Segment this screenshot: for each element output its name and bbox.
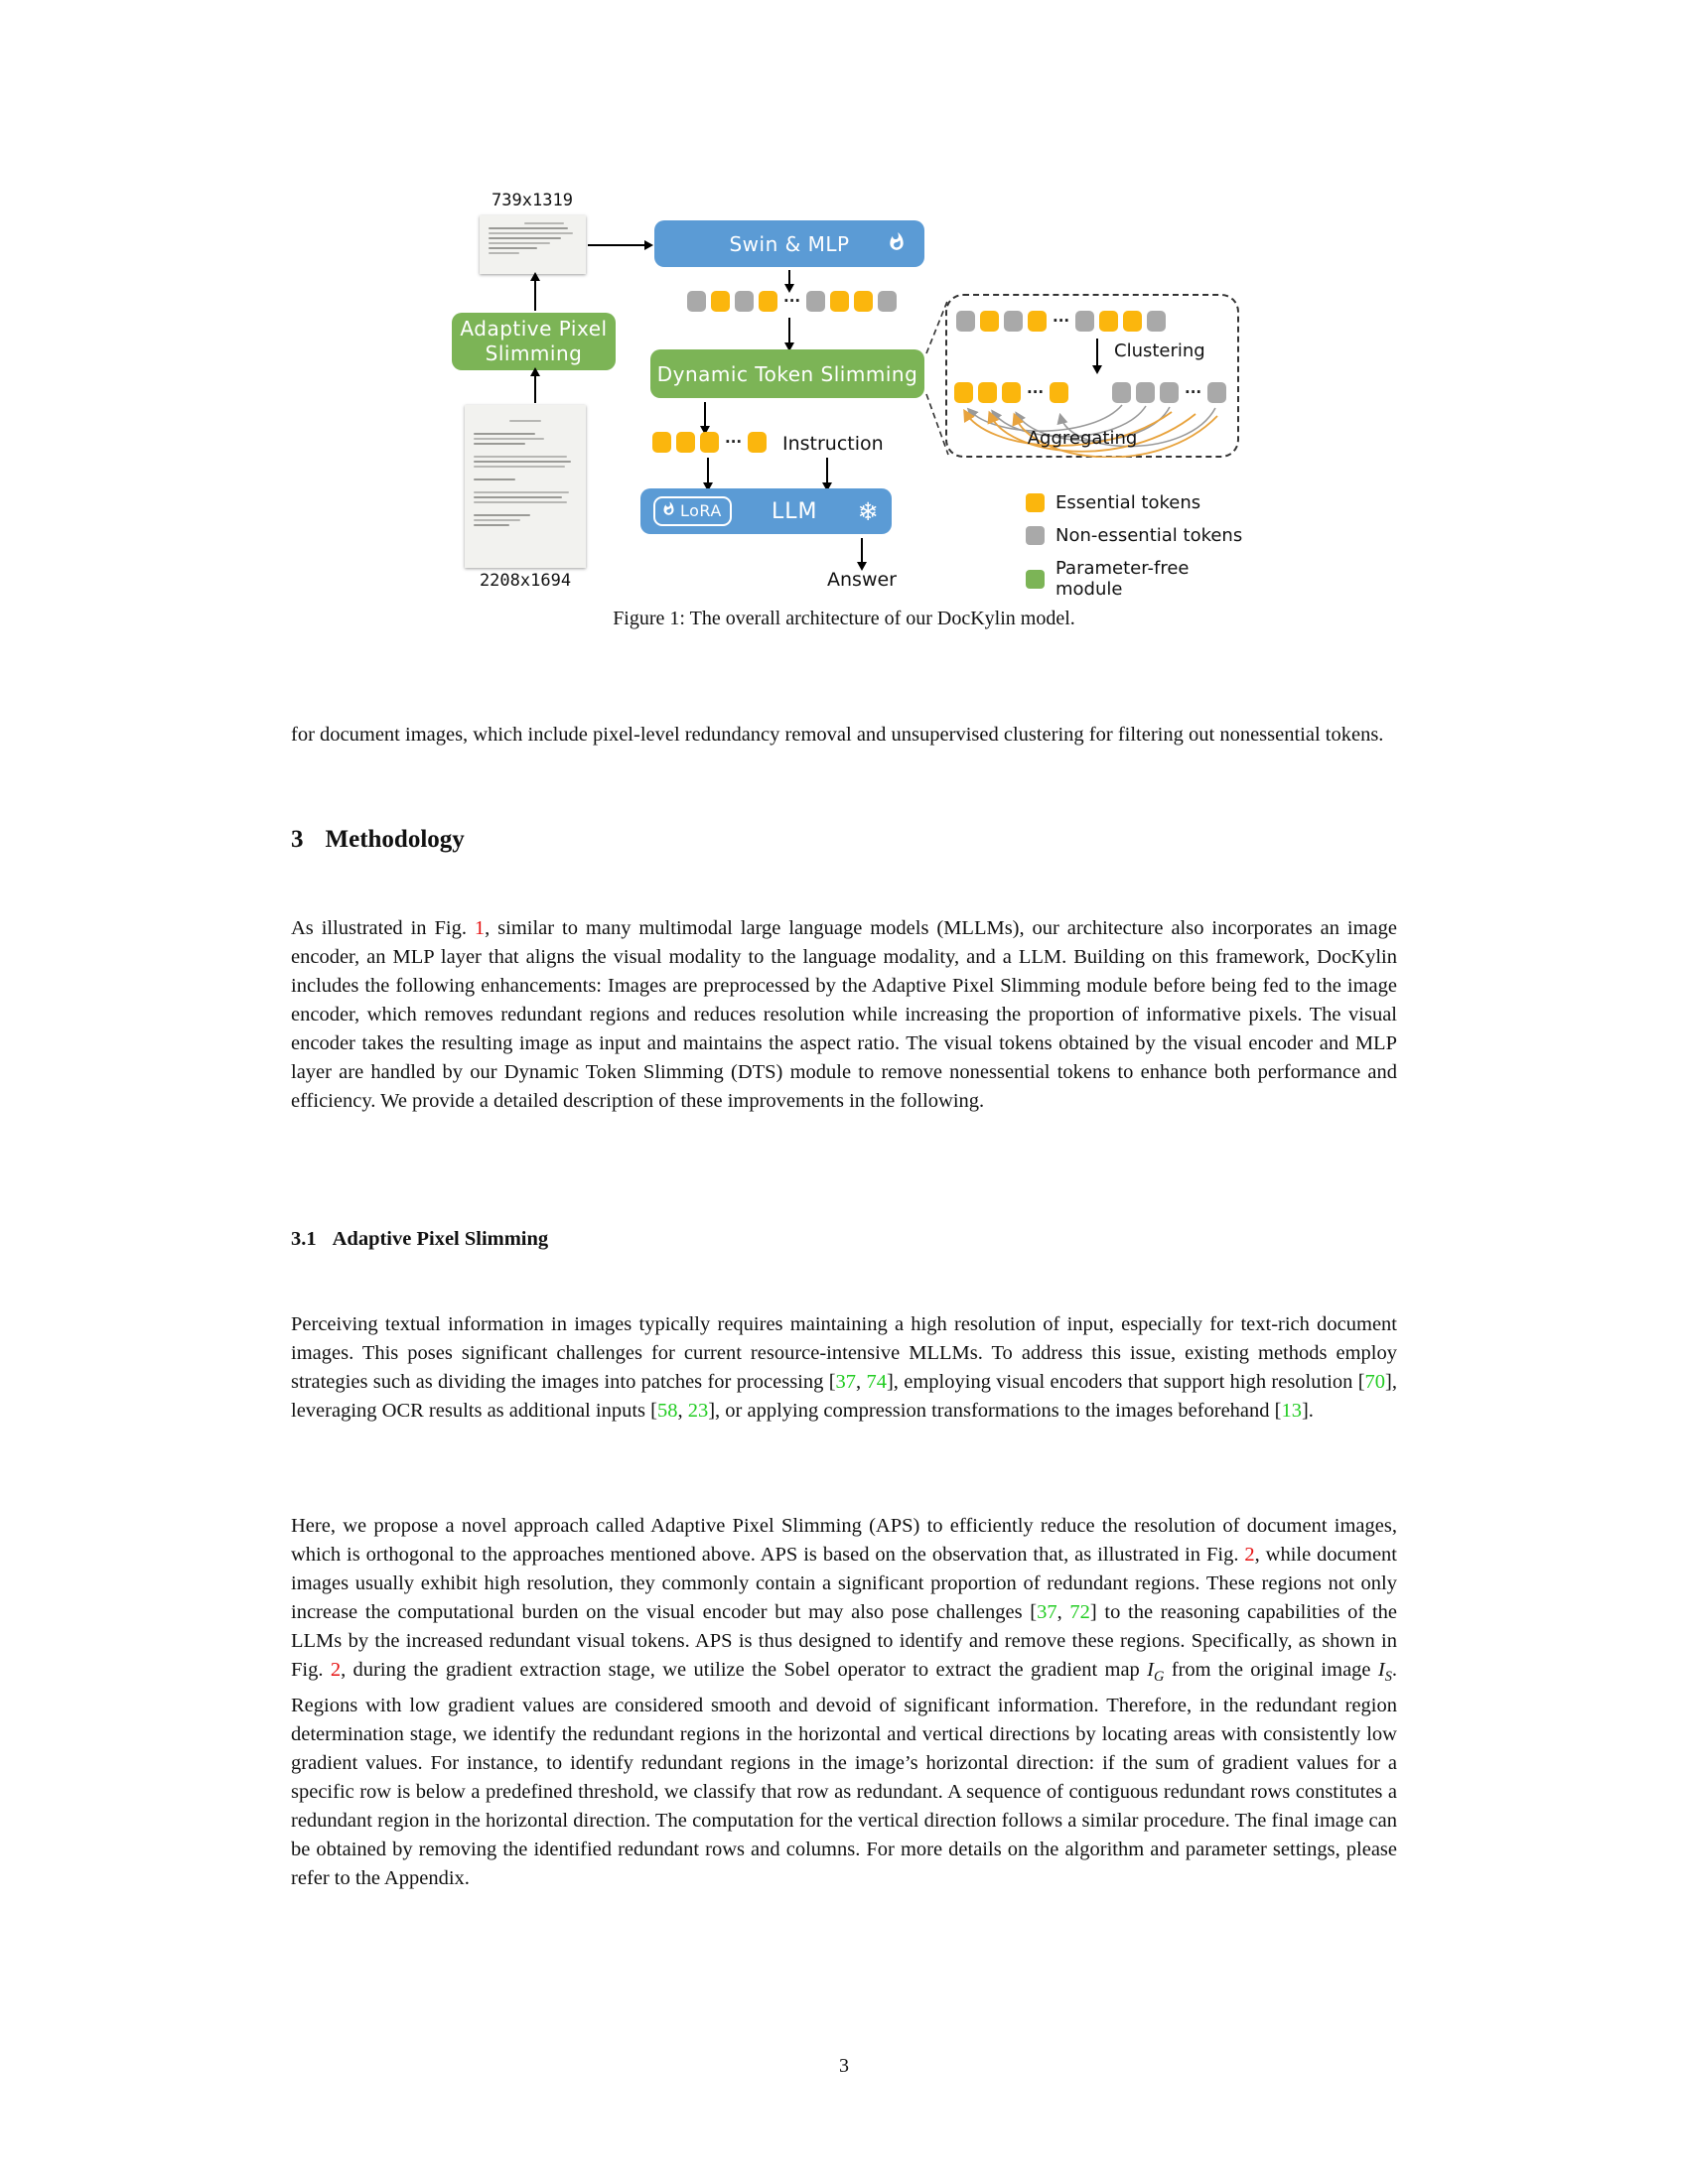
legend-label: Parameter-free module: [1055, 558, 1190, 600]
llm-box: [640, 488, 892, 534]
body-text: ] to the reasoning capabilities of the LLMs by the increased redundant visual tokens. APS is thus designed to identify and remove these regions. Specifically, as shown in Fig.: [291, 1600, 1397, 1681]
body-text: ,: [677, 1399, 688, 1422]
ellipsis: ···: [1053, 312, 1070, 330]
essential-token: [652, 432, 671, 453]
legend-item-parameter-free: [1026, 558, 1261, 600]
slimmed-document-thumbnail: [480, 215, 586, 274]
body-text: ], or applying compression transformations to the images beforehand [: [708, 1399, 1282, 1422]
adaptive-pixel-slimming-box: [452, 313, 616, 370]
aps-paragraph-1: [291, 1310, 1397, 1426]
arrow-aps-to-image: [534, 280, 536, 311]
dts-token-row: [652, 432, 767, 453]
essential-token: [700, 432, 719, 453]
citation-link[interactable]: 13: [1281, 1399, 1302, 1422]
arrow-llm-to-answer: [861, 538, 863, 563]
ellipsis: ···: [725, 433, 743, 451]
arrow-image-to-encoder: [588, 244, 645, 246]
arrow-clustering: [1096, 339, 1098, 366]
body-text: ,: [1056, 1600, 1070, 1623]
intro-paragraph-fragment: for document images, which include pixel-level redundancy removal and unsupervised clustering for filtering out nonessential tokens.: [291, 723, 1384, 746]
essential-token: [759, 291, 777, 312]
subsection-number: 3.1: [291, 1228, 317, 1250]
snowflake-icon: ❄: [857, 496, 879, 526]
nonessential-token: [806, 291, 825, 312]
citation-link[interactable]: 58: [656, 1399, 678, 1422]
arrow-encoder-to-tokens: [788, 270, 790, 285]
llm-label: LLM: [771, 498, 818, 524]
figure-1-caption: Figure 1: The overall architecture of our DocKylin model.: [613, 608, 1075, 629]
encoder-token-row: [687, 291, 897, 312]
body-text: ,: [856, 1370, 867, 1393]
flame-icon: [887, 230, 907, 257]
cluster-input-token-row: [956, 311, 1166, 332]
essential-token: [748, 432, 767, 453]
body-text: , during the gradient extraction stage, we utilize the Sobel operator to extract the gradient map: [341, 1658, 1148, 1681]
lora-badge: [653, 496, 732, 526]
essential-token: [1099, 311, 1118, 332]
essential-token: [854, 291, 873, 312]
essential-token: [980, 311, 999, 332]
essential-token: [1050, 382, 1068, 403]
arrow-tokens-to-dts: [788, 318, 790, 343]
citation-link[interactable]: 37: [1037, 1600, 1057, 1623]
legend-label: Non-essential tokens: [1055, 525, 1243, 546]
body-text: ], leveraging OCR results as additional inputs [: [291, 1370, 1397, 1422]
cluster-nonessential-token-row: [1112, 382, 1226, 403]
legend-label: Essential tokens: [1055, 492, 1201, 513]
nonessential-token: [1147, 311, 1166, 332]
citation-link[interactable]: 74: [866, 1370, 887, 1393]
nonessential-token: [1004, 311, 1023, 332]
body-text: ], employing visual encoders that support high resolution [: [886, 1370, 1365, 1393]
methodology-paragraph: [291, 914, 1397, 1116]
swin-mlp-box: [654, 220, 924, 267]
ellipsis: ···: [783, 292, 801, 310]
subsection-heading-aps: [291, 1228, 548, 1251]
body-text: ].: [1301, 1399, 1314, 1422]
citation-link[interactable]: 37: [835, 1370, 857, 1393]
section-heading-methodology: [291, 826, 465, 854]
body-text: As illustrated in Fig.: [291, 916, 475, 939]
subsection-title: Adaptive Pixel Slimming: [332, 1228, 549, 1250]
section-number: 3: [291, 826, 304, 853]
clustering-label: Clustering: [1114, 341, 1205, 361]
instruction-label: Instruction: [782, 433, 884, 455]
math-symbol: $I_G$: [1147, 1658, 1165, 1685]
arrow-original-to-aps: [534, 375, 536, 403]
essential-token: [1028, 311, 1047, 332]
cluster-essential-token-row: [954, 382, 1068, 403]
dynamic-token-slimming-box: [650, 349, 924, 398]
essential-token: [1123, 311, 1142, 332]
nonessential-token: [1075, 311, 1094, 332]
swin-mlp-label: Swin & MLP: [729, 231, 850, 256]
aps-label-line1: Adaptive Pixel: [460, 317, 608, 341]
citation-link[interactable]: 70: [1364, 1370, 1386, 1393]
body-text: Perceiving textual information in images typically requires maintaining a high resolution of input, especially for text-rich document images. This poses significant challenges for current resource-intensive MLLMs. To address this issue, existing methods employ strategies such as dividing the images into patches for processing [: [291, 1312, 1397, 1393]
figure-ref-link[interactable]: 2: [330, 1658, 342, 1681]
essential-token-swatch: [1026, 493, 1045, 512]
body-text: from the original image: [1164, 1658, 1378, 1681]
nonessential-token: [878, 291, 897, 312]
nonessential-token: [1112, 382, 1131, 403]
math-symbol: $I_S$: [1377, 1658, 1392, 1685]
nonessential-token: [687, 291, 706, 312]
arrow-tokens-to-llm: [707, 458, 709, 483]
essential-token: [1002, 382, 1021, 403]
answer-label: Answer: [827, 569, 897, 591]
original-document-thumbnail: [465, 405, 586, 568]
essential-token: [711, 291, 730, 312]
small-image-dimensions-label: 739x1319: [492, 191, 573, 210]
flame-icon: [661, 500, 676, 521]
essential-token: [830, 291, 849, 312]
aps-paragraph-2: [291, 1512, 1397, 1893]
figure-1-diagram: [417, 129, 1261, 606]
body-text: , while document images usually exhibit high resolution, they commonly contain a significant proportion of redundant regions. These regions not only increase the computational burden on the visual encoder but may also pose challenges [: [291, 1543, 1397, 1623]
parameter-free-swatch: [1026, 570, 1045, 589]
nonessential-token: [735, 291, 754, 312]
body-text: . Regions with low gradient values are considered smooth and devoid of significant information. Therefore, in the redundant region determination stage, we identify the redundant regions in the horizontal and vertical directions by locating areas with consistently low gradient values. For instance, to identify redundant regions in the image’s horizontal direction: if the sum of gradient values for a specific row is below a predefined threshold, we classify that row as redundant. A sequence of contiguous redundant rows constitutes a redundant region in the horizontal direction. The computation for the vertical direction follows a similar procedure. The final image can be obtained by removing the identified redundant rows and columns. For more details on the algorithm and parameter settings, please refer to the Appendix.: [291, 1658, 1397, 1889]
body-text: Here, we propose a novel approach called Adaptive Pixel Slimming (APS) to efficiently reduce the resolution of document images, which is orthogonal to the approaches mentioned above. APS is based on the observation that, as illustrated in Fig.: [291, 1514, 1397, 1566]
figure-ref-link[interactable]: 2: [1244, 1543, 1255, 1566]
large-image-dimensions-label: 2208x1694: [479, 571, 572, 591]
legend-item-nonessential: [1026, 525, 1242, 546]
ellipsis: ···: [1185, 383, 1202, 401]
aggregating-label: Aggregating: [1027, 428, 1138, 449]
nonessential-token: [1207, 382, 1226, 403]
nonessential-token-swatch: [1026, 526, 1045, 545]
aps-label-line2: Slimming: [485, 341, 583, 365]
arrow-dts-to-tokens: [704, 402, 706, 427]
legend-item-essential: [1026, 492, 1200, 513]
citation-link[interactable]: 72: [1069, 1600, 1090, 1623]
essential-token: [954, 382, 973, 403]
nonessential-token: [956, 311, 975, 332]
nonessential-token: [1160, 382, 1179, 403]
essential-token: [978, 382, 997, 403]
figure-ref-link[interactable]: 1: [474, 916, 486, 939]
page-number: 3: [839, 2055, 849, 2077]
body-text: , similar to many multimodal large language models (MLLMs), our architecture also incorporates an image encoder, an MLP layer that aligns the visual modality to the language modality, and a LLM. Building on this framework, DocKylin includes the following enhancements: Images are preprocessed by the Adaptive Pixel Slimming module before being fed to the image encoder, which removes redundant regions and reduces resolution while increasing the proportion of informative pixels. The visual encoder takes the resulting image as input and maintains the aspect ratio. The visual tokens obtained by the visual encoder and MLP layer are handled by our Dynamic Token Slimming (DTS) module to remove nonessential tokens to enhance both performance and efficiency. We provide a detailed description of these improvements in the following.: [291, 916, 1397, 1112]
section-title: Methodology: [325, 826, 465, 853]
arrow-instruction-to-llm: [826, 458, 828, 483]
lora-label: LoRA: [680, 501, 722, 520]
nonessential-token: [1136, 382, 1155, 403]
dts-label: Dynamic Token Slimming: [656, 361, 918, 386]
essential-token: [676, 432, 695, 453]
ellipsis: ···: [1027, 383, 1045, 401]
citation-link[interactable]: 23: [687, 1399, 709, 1422]
